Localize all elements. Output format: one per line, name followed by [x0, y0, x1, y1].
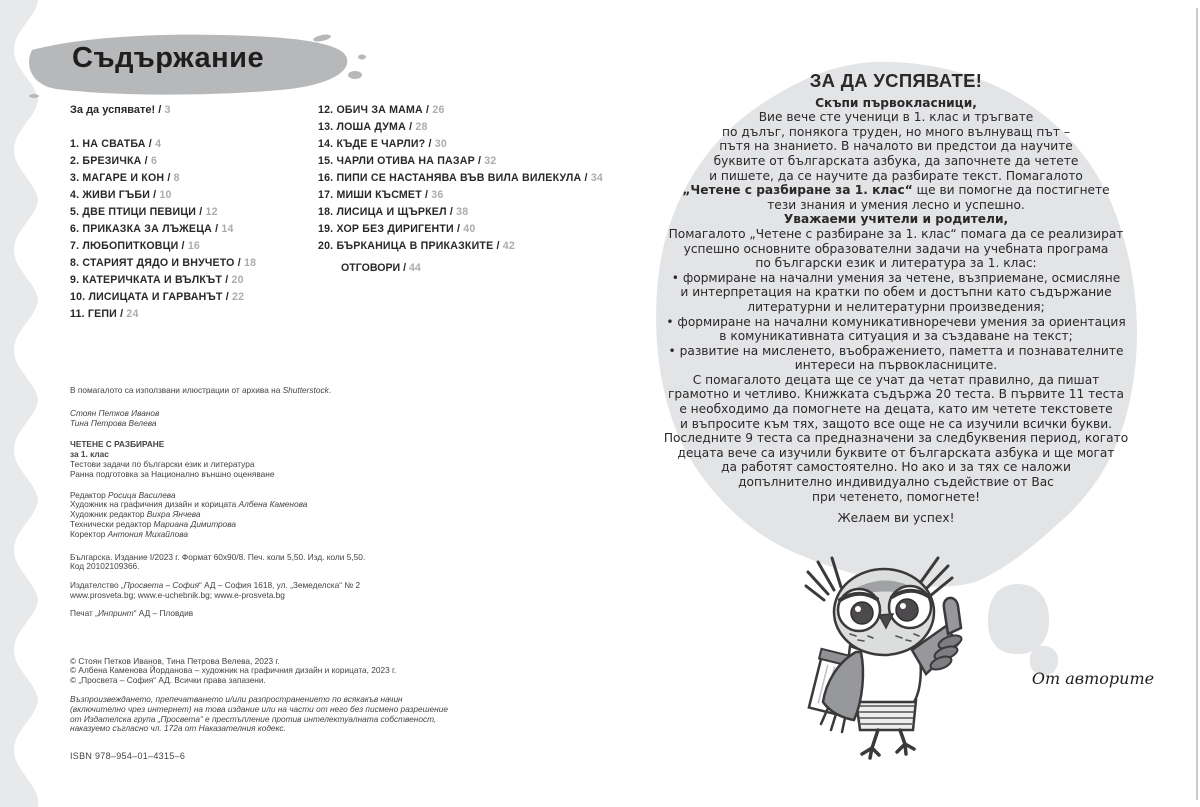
bubble-line: по дълъг, понякога труден, но много вълнуващ път –: [722, 124, 1070, 139]
bubble-line: при четенето, помогнете!: [812, 489, 980, 504]
toc-item: [70, 308, 256, 325]
imprint-line: от Издателска група „Просвета“ е престъпление против интелектуалната собственост,: [70, 713, 437, 724]
imprint-line: (включително чрез интернет) на това издание или на части от него без писмено разрешение: [70, 703, 448, 714]
toc-item-page: 6: [147, 155, 158, 167]
toc-item-label: 11. ГЕПИ /: [70, 308, 124, 320]
toc-item-label: 3. МАГАРЕ И КОН /: [70, 172, 171, 184]
imprint-line: © Стоян Петков Иванов, Тина Петрова Велева, 2023 г.: [70, 655, 280, 666]
imprint-paragraph: [70, 581, 510, 601]
toc-item-label: 19. ХОР БЕЗ ДИРИГЕНТИ /: [318, 223, 461, 235]
toc-item: [318, 155, 603, 172]
imprint-line: Стоян Петков Иванов: [70, 407, 160, 418]
imprint-paragraph: [70, 553, 510, 573]
toc-item: [318, 104, 603, 121]
bubble-line: е необходимо да помогнете на децата, като им четете текстовете: [679, 402, 1113, 417]
toc-item: [318, 138, 603, 155]
bubble-line: [650, 504, 1142, 511]
toc-item-page: 32: [481, 155, 497, 167]
toc-item: [70, 291, 256, 308]
toc-item: [70, 257, 256, 274]
imprint-paragraph: [70, 657, 510, 686]
imprint-line: Художник редактор Вихра Янчева: [70, 509, 201, 520]
bubble-line: литературни и нелитературни произведения;: [747, 299, 1045, 314]
bubble-text: [650, 70, 1142, 526]
toc-item: [318, 172, 603, 189]
toc-answers-page: 44: [408, 262, 421, 274]
toc-item-label: 12. ОБИЧ ЗА МАМА /: [318, 104, 430, 116]
bubble-line: в комуникативната ситуация и за създаване на текст;: [719, 329, 1073, 344]
toc-column-2: [318, 104, 603, 257]
imprint-paragraph: [70, 491, 510, 540]
bubble-line: Вие вече сте ученици в 1. клас и тръгвате: [758, 110, 1034, 125]
toc-item: [70, 172, 256, 189]
page-title: Съдържание: [72, 42, 265, 74]
imprint-line: Издателство „Просвета – София“ АД – София 1618, ул. „Земеделска“ № 2: [70, 580, 361, 591]
imprint-line: Тестови задачи по български език и литература: [70, 458, 255, 469]
bubble-line: успешно основните образователни задачи на учебната програма: [683, 241, 1109, 256]
toc-item: [70, 206, 256, 223]
toc-item-page: 8: [170, 172, 180, 184]
bubble-line: • формиране на начални умения за четене, възприемане, осмисляне: [671, 270, 1121, 285]
imprint-line: Код 20102109366.: [70, 561, 140, 572]
toc-item-page: 34: [587, 172, 603, 184]
imprint-line: Възпроизвеждането, препечатването и/или разпространението по всякакъв начин: [70, 693, 403, 704]
authors-signature: От авторите: [1031, 669, 1155, 688]
toc-item-label: 18. ЛИСИЦА И ЩЪРКЕЛ /: [318, 206, 453, 218]
toc-item-page: 4: [151, 138, 162, 150]
imprint-line: Тина Петрова Велева: [70, 417, 157, 428]
toc-item-page: 42: [499, 240, 515, 252]
imprint-line: © Албена Каменова Йорданова – художник на графичния дизайн и корицата, 2023 г.: [70, 665, 397, 676]
toc-item-label: 4. ЖИВИ ГЪБИ /: [70, 189, 157, 201]
toc-item-page: 24: [123, 308, 139, 320]
toc-item-page: 30: [431, 138, 447, 150]
toc-item: [70, 155, 256, 172]
bubble-title: ЗА ДА УСПЯВАТЕ!: [809, 70, 983, 91]
bubble-line: децата вече са изучили буквите от българската азбука и ще могат: [677, 445, 1115, 460]
bubble-line: по български език и литература за 1. клас:: [755, 256, 1037, 271]
toc-answers-sep: /: [400, 262, 409, 274]
imprint-line: Ранна подготовка за Национално външно оценяване: [70, 468, 275, 479]
imprint-paragraph: [70, 440, 510, 479]
bubble-line: Скъпи първокласници,: [815, 95, 977, 110]
imprint-line: Художник на графичния дизайн и корицата Албена Каменова: [70, 499, 308, 510]
bubble-line: допълнително индивидуално съдействие от Вас: [738, 475, 1054, 490]
toc-answers: [341, 262, 421, 274]
toc-item-label: 14. КЪДЕ Е ЧАРЛИ? /: [318, 138, 432, 150]
bubble-line: и въпросите към тях, защото все още не са изучили всички букви.: [679, 416, 1113, 431]
toc-column-1: [70, 138, 256, 325]
toc-item-label: 5. ДВЕ ПТИЦИ ПЕВИЦИ /: [70, 206, 203, 218]
toc-item-label: 6. ПРИКАЗКА ЗА ЛЪЖЕЦА /: [70, 223, 219, 235]
toc-item-page: 40: [460, 223, 476, 235]
toc-item: [318, 121, 603, 138]
isbn-text: ISBN 978–954–01–4315–6: [70, 751, 186, 761]
imprint-line: В помагалото са използвани илюстрации от архива на Shutterstock.: [70, 385, 332, 395]
toc-item-page: 10: [156, 189, 172, 201]
toc-item-page: 28: [412, 121, 428, 133]
toc-item: [70, 223, 256, 240]
toc-item-label: 16. ПИПИ СЕ НАСТАНЯВА ВЪВ ВИЛА ВИЛЕКУЛА /: [318, 172, 588, 184]
toc-item-label: 8. СТАРИЯТ ДЯДО И ВНУЧЕТО /: [70, 257, 241, 269]
bubble-line: Желаем ви успех!: [837, 511, 955, 526]
toc-intro-page: 3: [164, 104, 171, 116]
bubble-line: буквите от българската азбука, да започнете да четете: [713, 153, 1079, 168]
toc-item-page: 26: [429, 104, 445, 116]
toc-item-page: 22: [228, 291, 245, 303]
toc-answers-label: ОТГОВОРИ: [341, 262, 401, 274]
toc-item-label: 13. ЛОША ДУМА /: [318, 121, 413, 133]
bubble-line: • развитие на мисленето, въображението, паметта и познавателните: [668, 343, 1124, 358]
toc-item-page: 18: [240, 257, 257, 269]
toc-item: [318, 240, 603, 257]
imprint-paragraph: [70, 386, 510, 396]
toc-item-label: 2. БРЕЗИЧКА /: [70, 155, 148, 167]
toc-intro-label: За да успявате!: [70, 104, 156, 116]
imprint-line: Редактор Росица Василева: [70, 489, 176, 500]
imprint-line: Българска. Издание I/2023 г. Формат 60х90/8. Печ. коли 5,50. Изд. коли 5,50.: [70, 551, 366, 562]
imprint-line: www.prosveta.bg; www.e-uchebnik.bg; www.e-prosveta.bg: [70, 589, 285, 600]
toc-item-page: 12: [202, 206, 218, 218]
bubble-line: интереси на първокласниците.: [794, 358, 998, 373]
toc-item: [318, 189, 603, 206]
owl-illustration-icon: [798, 550, 970, 742]
bubble-line: Помагалото „Четене с разбиране за 1. клас“ помага да се реализират: [668, 226, 1124, 241]
bubble-line: пътя на знанието. В началото ви предстои да научите: [719, 139, 1073, 154]
bubble-line: тези знания и умения лесно и успешно.: [767, 197, 1025, 212]
bubble-line: грамотно и четливо. Книжката съдържа 20 теста. В първите 11 теста: [668, 387, 1124, 402]
bubble-line: Последните 9 теста са предназначени за следбуквения период, когато: [663, 431, 1129, 446]
bubble-line: да работят самостоятелно. Но ако и за тях се наложи: [721, 460, 1071, 475]
toc-item-label: 9. КАТЕРИЧКАТА И ВЪЛКЪТ /: [70, 274, 229, 286]
imprint-line: наказуемо съгласно чл. 172а от Наказателния кодекс.: [70, 723, 286, 734]
toc-item-label: 20. БЪРКАНИЦА В ПРИКАЗКИТЕ /: [318, 240, 500, 252]
toc-item-label: 7. ЛЮБОПИТКОВЦИ /: [70, 240, 185, 252]
bubble-line: Уважаеми учители и родители,: [783, 212, 1009, 227]
toc-item-page: 20: [228, 274, 244, 286]
bubble-line: и интерпретация на кратки по обем и достъпни като съдържание: [680, 285, 1112, 300]
imprint-line: ЧЕТЕНЕ С РАЗБИРАНЕ: [70, 439, 165, 450]
toc-item-page: 14: [218, 223, 234, 235]
toc-item: [70, 138, 256, 155]
imprint-paragraph: [70, 409, 510, 429]
toc-item: [70, 240, 256, 257]
bubble-line: • формиране на начални комуникативноречеви умения за ориентация: [666, 314, 1126, 329]
imprint-line: © „Просвета – София“ АД. Всички права запазени.: [70, 675, 266, 686]
toc-item-page: 36: [428, 189, 444, 201]
imprint-paragraph: [70, 609, 510, 619]
imprint-line: Технически редактор Мариана Димитрова: [70, 518, 237, 529]
bubble-line: и пишете, да се научите да разбирате текст. Помагалото: [709, 168, 1083, 183]
toc-item-page: 16: [184, 240, 201, 252]
imprint-line: Коректор Антония Михайлова: [70, 528, 188, 539]
imprint-paragraph: [70, 695, 510, 734]
toc-item-page: 38: [453, 206, 469, 218]
toc-item-label: 15. ЧАРЛИ ОТИВА НА ПАЗАР /: [318, 155, 482, 167]
imprint-line: за 1. клас: [70, 449, 109, 460]
bubble-line: „Четене с разбиране за 1. клас“ ще ви помогне да постигнете: [682, 183, 1110, 198]
toc-intro: [70, 104, 170, 116]
bubble-line: С помагалото децата ще се учат да четат правилно, да пишат: [692, 372, 1100, 387]
bubble-lines: [650, 96, 1142, 526]
imprint-line: Печат „Инпринт“ АД – Пловдив: [70, 607, 194, 618]
toc-item-label: 10. ЛИСИЦАТА И ГАРВАНЪТ /: [70, 291, 229, 303]
imprint-block: [70, 386, 510, 734]
toc-item: [70, 189, 256, 206]
toc-item: [70, 274, 256, 291]
toc-item: [318, 223, 603, 240]
toc-item-label: 1. НА СВАТБА /: [70, 138, 152, 150]
toc-item: [318, 206, 603, 223]
toc-intro-sep: /: [155, 104, 165, 116]
page-edge-line: [1196, 8, 1198, 800]
toc-item-label: 17. МИШИ КЪСМЕТ /: [318, 189, 429, 201]
